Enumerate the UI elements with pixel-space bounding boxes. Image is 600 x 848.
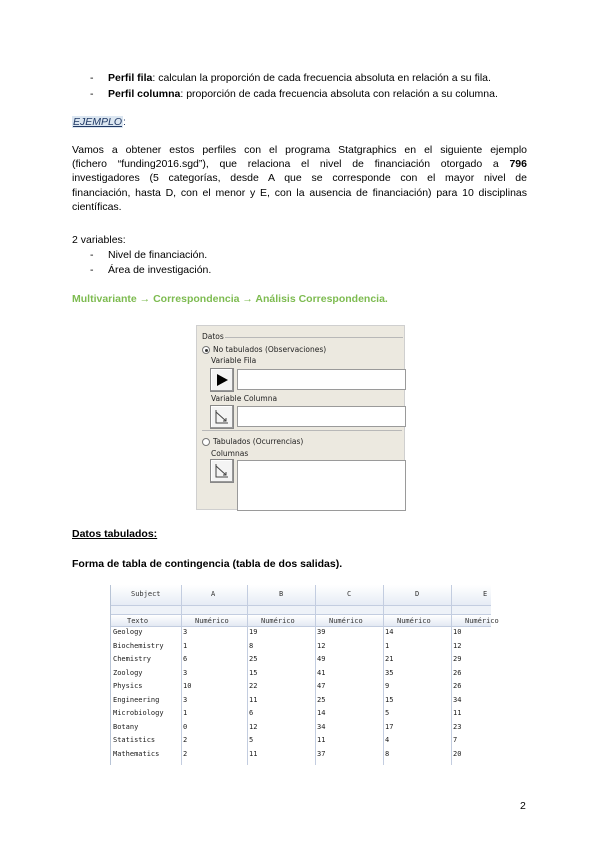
columns-label: Columnas bbox=[211, 449, 249, 458]
columns-input[interactable] bbox=[237, 460, 406, 511]
row-variable-select-button[interactable] bbox=[210, 368, 234, 392]
option-no-tabulados-label: No tabulados (Observaciones) bbox=[213, 345, 327, 354]
table-cell: 11 bbox=[317, 736, 326, 744]
column-divider bbox=[451, 585, 452, 765]
column-divider bbox=[383, 585, 384, 765]
bullet-text: : proporción de cada frecuencia absoluta con relación a su columna. bbox=[180, 88, 498, 100]
table-row-label: Chemistry bbox=[113, 655, 151, 663]
table-cell: 9 bbox=[385, 682, 390, 690]
table-cell: 6 bbox=[183, 655, 188, 663]
table-type-row bbox=[111, 615, 491, 627]
table-row-label: Mathematics bbox=[113, 749, 160, 758]
paragraph-line: Vamos a obtener estos perfiles con el programa Statgraphics en el siguiente ejemplo bbox=[72, 144, 527, 156]
table-cell: 3 bbox=[183, 628, 188, 636]
header-subject: Subject bbox=[131, 590, 161, 598]
table-cell: 26 bbox=[453, 668, 462, 677]
paragraph-line: científicas. bbox=[72, 200, 122, 213]
table-cell: 11 bbox=[249, 695, 258, 704]
bullet-dash: - bbox=[90, 249, 94, 261]
table-cell: 5 bbox=[249, 736, 254, 744]
select-arrow-icon bbox=[211, 460, 233, 482]
table-cell: 25 bbox=[317, 695, 326, 704]
table-row-label: Physics bbox=[113, 682, 143, 690]
table-cell: 26 bbox=[453, 682, 462, 690]
heading-forma-tabla: Forma de tabla de contingencia (tabla de dos salidas). bbox=[72, 558, 343, 570]
table-cell: 39 bbox=[317, 628, 326, 636]
table-cell: 8 bbox=[385, 749, 390, 758]
column-variable-label: Variable Columna bbox=[211, 394, 278, 403]
table-cell: 10 bbox=[183, 682, 192, 690]
table-cell: 1 bbox=[385, 641, 390, 650]
table-cell: 21 bbox=[385, 655, 394, 663]
table-cell: 37 bbox=[317, 749, 326, 758]
paragraph-line bbox=[72, 157, 527, 171]
table-cell: 11 bbox=[249, 749, 258, 758]
bullet-term: Perfil columna bbox=[108, 88, 181, 100]
table-cell: 0 bbox=[183, 722, 188, 731]
bullet-text: : calculan la proporción de cada frecuencia absoluta en relación a su fila. bbox=[152, 72, 491, 84]
menu-path: Multivariante → Correspondencia → Análisis Correspondencia. bbox=[72, 293, 388, 305]
table-cell: 10 bbox=[453, 628, 462, 636]
table-cell: 12 bbox=[249, 722, 258, 731]
table-header-row bbox=[111, 585, 491, 606]
header-col-c: C bbox=[347, 590, 352, 598]
table-cell: 49 bbox=[317, 655, 326, 663]
type-label: Numérico bbox=[465, 617, 499, 625]
row-variable-input[interactable] bbox=[237, 369, 406, 390]
table-cell: 47 bbox=[317, 682, 326, 690]
type-label: Numérico bbox=[329, 617, 363, 625]
table-cell: 15 bbox=[249, 668, 258, 677]
table-cell: 34 bbox=[453, 695, 462, 704]
table-row-label: Botany bbox=[113, 722, 139, 731]
header-col-a: A bbox=[211, 590, 216, 598]
table-cell: 6 bbox=[249, 709, 254, 717]
paragraph-line: financiación, hasta D, con el menor y E, con la ausencia de financiación) para 10 disciplinas bbox=[72, 186, 527, 199]
table-cell: 29 bbox=[453, 655, 462, 663]
paragraph-line-text: (fichero “funding2016.sgd”), que relaciona el nivel de financiación otorgado a bbox=[72, 158, 499, 171]
bullet-perfil-columna bbox=[90, 88, 498, 100]
table-cell: 11 bbox=[453, 709, 462, 717]
header-col-b: B bbox=[279, 590, 284, 598]
bullet-dash: - bbox=[90, 88, 94, 100]
option-tabulados-label: Tabulados (Ocurrencias) bbox=[213, 437, 304, 446]
ejemplo-colon: : bbox=[123, 116, 126, 128]
table-row-label: Zoology bbox=[113, 668, 143, 677]
table-row-label: Microbiology bbox=[113, 709, 164, 717]
table-cell: 2 bbox=[183, 749, 188, 758]
column-divider bbox=[315, 585, 316, 765]
researcher-count: 796 bbox=[509, 158, 527, 171]
bullet-perfil-fila bbox=[90, 72, 491, 84]
section-divider bbox=[202, 430, 402, 431]
table-spacer-row bbox=[111, 606, 491, 615]
table-cell: 14 bbox=[317, 709, 326, 717]
example-paragraph bbox=[72, 143, 527, 214]
group-divider bbox=[225, 337, 403, 338]
columns-select-button[interactable] bbox=[210, 459, 234, 483]
table-cell: 12 bbox=[317, 641, 326, 650]
table-row-label: Statistics bbox=[113, 736, 156, 744]
header-col-d: D bbox=[415, 590, 420, 598]
column-divider bbox=[247, 585, 248, 765]
column-variable-input[interactable] bbox=[237, 406, 406, 427]
table-cell: 20 bbox=[453, 749, 462, 758]
select-arrow-icon bbox=[211, 406, 233, 428]
row-variable-label: Variable Fila bbox=[211, 356, 257, 365]
table-cell: 23 bbox=[453, 722, 462, 731]
paragraph-line: investigadores (5 categorías, desde A que se corresponde con el mayor nivel de bbox=[72, 172, 527, 185]
table-cell: 35 bbox=[385, 668, 394, 677]
group-label: Datos bbox=[202, 332, 224, 341]
table-cell: 34 bbox=[317, 722, 326, 731]
table-cell: 1 bbox=[183, 641, 188, 650]
variable-item bbox=[90, 264, 211, 276]
variable-item bbox=[90, 249, 207, 261]
table-cell: 3 bbox=[183, 668, 188, 677]
contingency-table bbox=[110, 585, 499, 765]
table-cell: 15 bbox=[385, 695, 394, 704]
table-cell: 17 bbox=[385, 722, 394, 731]
play-arrow-icon bbox=[211, 369, 233, 391]
table-cell: 25 bbox=[249, 655, 258, 663]
table-cell: 22 bbox=[249, 682, 258, 690]
table-cell: 4 bbox=[385, 736, 390, 744]
type-label: Texto bbox=[127, 617, 149, 625]
page-number: 2 bbox=[520, 800, 526, 812]
table-cell: 5 bbox=[385, 709, 390, 717]
table-row-label: Geology bbox=[113, 628, 143, 636]
table-cell: 3 bbox=[183, 695, 188, 704]
table-cell: 19 bbox=[249, 628, 258, 636]
table-cell: 7 bbox=[453, 736, 458, 744]
radio-tabulados[interactable] bbox=[202, 438, 210, 446]
table-cell: 41 bbox=[317, 668, 326, 677]
ejemplo-label: EJEMPLO bbox=[73, 116, 123, 128]
variable-label: Área de investigación. bbox=[108, 264, 212, 276]
bullet-dash: - bbox=[90, 264, 94, 276]
radio-no-tabulados[interactable] bbox=[202, 346, 210, 354]
heading-datos-tabulados: Datos tabulados: bbox=[72, 528, 158, 540]
type-label: Numérico bbox=[261, 617, 295, 625]
table-cell: 14 bbox=[385, 628, 394, 636]
variables-intro: 2 variables: bbox=[72, 234, 126, 246]
variable-label: Nivel de financiación. bbox=[108, 249, 208, 261]
column-variable-select-button[interactable] bbox=[210, 405, 234, 429]
type-label: Numérico bbox=[397, 617, 431, 625]
header-col-e: E bbox=[483, 590, 488, 598]
column-divider bbox=[181, 585, 182, 765]
table-cell: 2 bbox=[183, 736, 188, 744]
table-cell: 8 bbox=[249, 641, 254, 650]
table-row-label: Biochemistry bbox=[113, 641, 164, 650]
table-row-label: Engineering bbox=[113, 695, 160, 704]
bullet-dash: - bbox=[90, 72, 94, 84]
table-cell: 1 bbox=[183, 709, 188, 717]
type-label: Numérico bbox=[195, 617, 229, 625]
table-cell: 12 bbox=[453, 641, 462, 650]
bullet-term: Perfil fila bbox=[108, 72, 153, 84]
data-input-dialog bbox=[196, 325, 405, 510]
ejemplo-heading bbox=[72, 116, 126, 128]
